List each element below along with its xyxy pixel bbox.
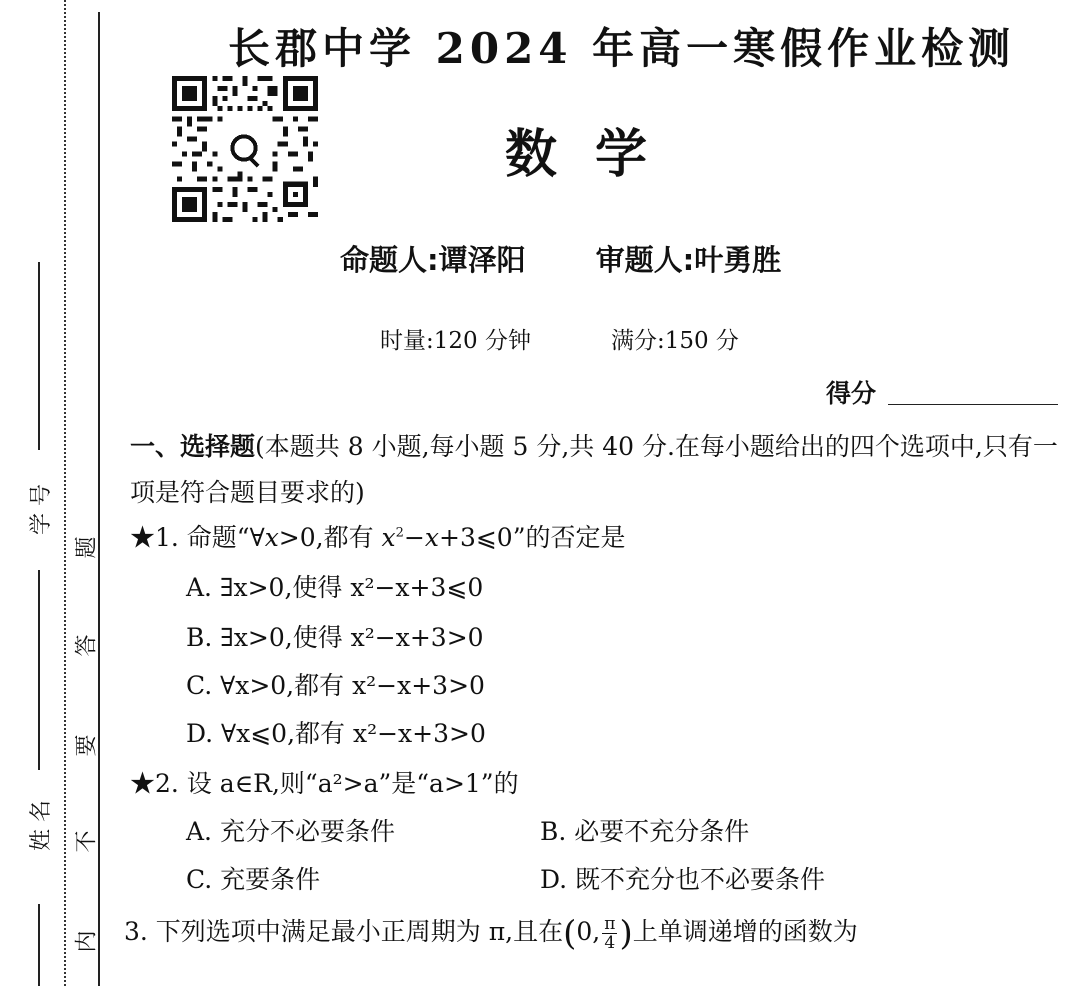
authors-line — [340, 238, 781, 279]
subject-title: 数学 — [505, 125, 686, 185]
question-2-option-a[interactable]: A. 充分不必要条件 — [186, 817, 395, 846]
exam-info — [380, 322, 739, 355]
question-1-stem: ★1. 命题“∀x>0,都有 $x^2-x+3⩽0$”的否定是 — [130, 523, 626, 552]
name-blank — [38, 570, 40, 770]
student-id-blank — [38, 262, 40, 450]
no-answer-char-2: 答 — [74, 634, 100, 657]
question-1-prefix: ★1. 命题“ — [130, 523, 250, 552]
question-2-stem: ★2. 设 a∈R,则“a²>a”是“a>1”的 — [130, 769, 519, 798]
no-answer-char-3: 要 — [74, 734, 100, 757]
question-1-option-b[interactable]: B. ∃x>0,使得 x²−x+3>0 — [186, 623, 484, 652]
question-2-option-c[interactable]: C. 充要条件 — [186, 865, 321, 894]
score-label: 得分 — [826, 379, 877, 408]
pi-over-4-fraction — [602, 915, 617, 952]
fraction-numerator: π — [604, 914, 616, 934]
question-1-option-d[interactable]: D. ∀x⩽0,都有 x²−x+3>0 — [186, 719, 486, 748]
exam-title: 长郡中学 2024 年高一寒假作业检测 — [228, 24, 1016, 73]
question-2-option-b[interactable]: B. 必要不充分条件 — [540, 817, 750, 846]
no-answer-char-4: 不 — [74, 830, 100, 853]
score-blank — [888, 404, 1058, 405]
no-answer-char-5: 内 — [74, 930, 100, 953]
section1-intro — [130, 424, 1060, 516]
name-label: 姓 名 — [29, 800, 54, 851]
full-score: 满分:150 分 — [610, 328, 739, 354]
class-blank — [38, 904, 40, 986]
time-limit: 时量:120 分钟 — [380, 328, 531, 354]
question-3-stem: 3. 下列选项中满足最小正周期为 π,且在(0, $\frac{\pi}{4}$ )上单调递增的函数为 — [124, 913, 858, 954]
fraction-denominator: 4 — [604, 933, 616, 953]
student-id-label: 学 号 — [29, 484, 54, 535]
question-3-text-before: 3. 下列选项中满足最小正周期为 π,且在 — [124, 917, 564, 946]
question-2-option-d[interactable]: D. 既不充分也不必要条件 — [540, 865, 826, 894]
no-answer-char-1: 题 — [74, 536, 100, 559]
section1-instructions: (本题共 8 小题,每小题 5 分,共 40 分.在每小题给出的四个选项中,只有一项是符合题目要求的) — [130, 432, 1058, 507]
qr-code — [172, 76, 318, 222]
dotted-cut-line — [64, 0, 66, 986]
setter-text: 命题人:谭泽阳 — [340, 243, 526, 277]
section1-heading: 一、选择题 — [130, 432, 256, 461]
reviewer-text: 审题人:叶勇胜 — [595, 243, 782, 277]
question-1-option-a[interactable]: A. ∃x>0,使得 x²−x+3⩽0 — [186, 573, 484, 602]
question-3-text-after: 上单调递增的函数为 — [632, 917, 858, 946]
question-1-option-c[interactable]: C. ∀x>0,都有 x²−x+3>0 — [186, 671, 485, 700]
